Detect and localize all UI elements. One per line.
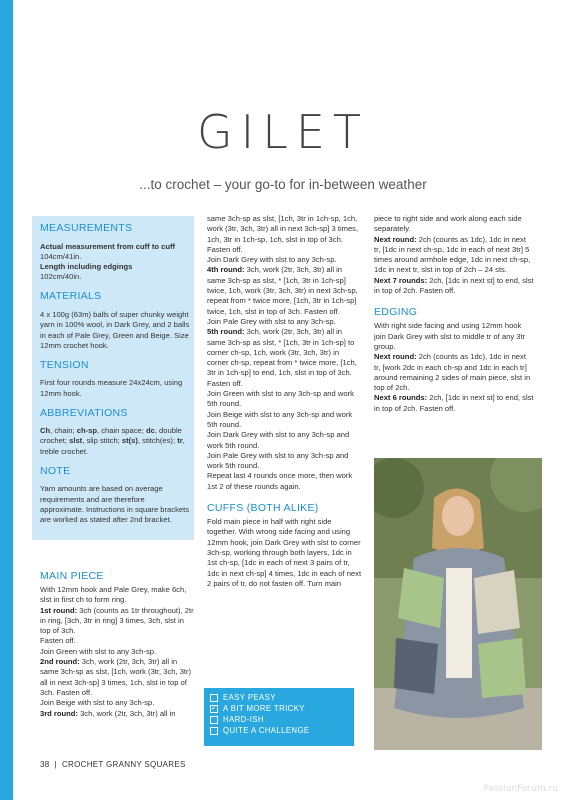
cuffs-cont: piece to right side and work along each side separately. xyxy=(374,214,522,234)
join-beige: Join Beige with slst to any 3ch-sp. xyxy=(40,698,155,708)
note-text: Yarn amounts are based on average requirements and are therefore approximate. Instructions in square brackets are worked as stated after 2nd bracket. xyxy=(40,484,189,525)
next-round: Next round: 2ch (counts as 1dc), 1dc in next tr, [1dc in next ch-sp, 1dc in each of next 3tr] 5 times around armhole edge, 1dc in next ch-sp, 1dc in next tr, slst in top of 2ch – 24 sts. xyxy=(374,234,531,275)
edging-heading: EDGING xyxy=(374,306,418,319)
page-title: GILET xyxy=(196,105,369,159)
difficulty-option-4: QUITE A CHALLENGE xyxy=(210,725,348,736)
round-4: 4th round: 3ch, work (2tr, 3ch, 3tr) all in same 3ch-sp as slst, * [1ch, 3tr in 1ch-sp] twice, 1ch, work (3tr, 3ch, 3tr) in next 3ch-sp, repeat from * twice more, [1ch, 3tr in 1ch-sp] twice, 1ch, slst in top of 3ch. Fasten off. xyxy=(207,265,358,316)
next-6-rounds: Next 6 rounds: 2ch, [1dc in next st] to end, slst in top of 2ch. Fasten off. xyxy=(374,393,534,413)
repeat-note: Repeat last 4 rounds once more, then work 1st 2 of these rounds again. xyxy=(207,471,353,491)
model-photo-illustration xyxy=(374,458,542,750)
main-piece-heading: MAIN PIECE xyxy=(40,570,104,582)
checkbox-icon xyxy=(210,716,218,724)
difficulty-option-2: ✓ A BIT MORE TRICKY xyxy=(211,704,305,713)
model-photo xyxy=(374,458,542,750)
join-green: Join Green with slst to any 3ch-sp. xyxy=(40,646,157,656)
cuffs-heading: CUFFS (BOTH ALIKE) xyxy=(207,502,319,515)
note-heading: NOTE xyxy=(40,464,71,477)
page-footer: 38 | CROCHET GRANNY SQUARES xyxy=(40,760,186,769)
green-round-5: Join Green with slst to any 3ch-sp and work 5th round. xyxy=(207,389,354,409)
cuffs-text: Fold main piece in half with right side together. With wrong side facing and using 12mm hook, join Dark Grey with slst to corner 3ch-sp, working through both layers, 1dc in 1st ch-sp, [1dc in each of next 3 pairs of tr, 1dc in next ch-sp] 4 times, 1dc in each of next 2 pairs of tr, do not fasten off. Turn main xyxy=(207,517,362,588)
edging-text: With right side facing and using 12mm hook join Dark Grey with slst to middle tr of any 3tr group. xyxy=(374,321,526,351)
difficulty-option-3: HARD-ISH xyxy=(210,714,348,725)
abbreviations-heading: ABBREVIATIONS xyxy=(40,406,128,419)
checkmark-icon: ✓ xyxy=(211,704,218,712)
main-piece-intro: With 12mm hook and Pale Grey, make 6ch, slst in first ch to form ring. xyxy=(40,585,187,605)
instructions-column-2 xyxy=(207,214,362,589)
abbreviations-text: Ch, chain; ch-sp, chain space; dc, double crochet; slst, slip stitch; st(s), stitch(es); tr, treble crochet. xyxy=(40,426,185,456)
page-subtitle: ...to crochet – your go-to for in-between weather xyxy=(139,177,427,192)
checkbox-icon xyxy=(210,727,218,735)
instructions-column-3 xyxy=(374,214,534,414)
materials-text: 4 x 100g (63m) balls of super chunky weight yarn in 100% wool, in Dark Grey, and 2 balls in each of Pale Grey, Green and Beige. Size 12mm crochet hook. xyxy=(40,309,190,350)
pale-grey-round-5: Join Pale Grey with slst to any 3ch-sp and work 5th round. xyxy=(207,450,349,471)
join-dark-grey: Join Dark Grey with slst to any 3ch-sp. xyxy=(207,255,337,265)
dark-grey-round-5: Join Dark Grey with slst to any 3ch-sp and work 5th round. xyxy=(207,430,350,450)
main-piece-column xyxy=(40,567,194,719)
tension-text: First four rounds measure 24x24cm, using 12mm hook. xyxy=(40,378,183,398)
fasten-off-1: Fasten off. xyxy=(40,636,76,646)
round-3: 3rd round: 3ch, work (2tr, 3ch, 3tr) all in xyxy=(40,708,176,718)
beige-round-5: Join Beige with slst to any 3ch-sp and work 5th round. xyxy=(207,409,353,429)
measurements-text: Actual measurement from cuff to cuff 104cm/41in. Length including edgings 102cm/40in. xyxy=(40,241,176,282)
measurements-heading: MEASUREMENTS xyxy=(40,222,133,234)
watermark: PassionForum.ru xyxy=(483,784,558,794)
checkbox-icon xyxy=(210,694,218,702)
round-5: 5th round: 3ch, work (2tr, 3ch, 3tr) all in same 3ch-sp as slst, * [1ch, 3tr in 1ch-sp] to corner ch-sp, 1ch, work (3tr, 3ch, 3tr) in corner ch-sp, repeat from * twice more, [1ch, 3tr in 1ch-sp] to end, 1ch, slst in top of 3ch. xyxy=(207,327,357,378)
difficulty-box xyxy=(204,688,354,746)
next-7-rounds: Next 7 rounds: 2ch, [1dc in next st] to end, slst in top of 2ch. Fasten off. xyxy=(374,275,534,296)
round-3-cont: same 3ch-sp as slst, [1ch, 3tr in 1ch-sp, 1ch, work (3tr, 3ch, 3tr) all in next 3ch-sp] 3 times, 1ch, 3tr in 1ch-sp, 1ch, slst in top of 3ch. Fasten off. xyxy=(207,214,359,254)
materials-heading: MATERIALS xyxy=(40,290,102,303)
tension-heading: TENSION xyxy=(40,358,89,371)
fasten-off-5: Fasten off. xyxy=(207,378,243,388)
join-pale-grey: Join Pale Grey with slst to any 3ch-sp. xyxy=(207,316,336,326)
round-2: 2nd round: 3ch, work (2tr, 3ch, 3tr) all in same 3ch-sp as slst, [1ch, work (3tr, 3ch, 3tr) all in next 3ch-sp] 3 times, 1ch, slst in top of 3ch. Fasten off. xyxy=(40,657,192,697)
round-1: 1st round: 3ch (counts as 1tr throughout), 2tr in ring, [3ch, 3tr in ring] 3 times, 3ch, slst in top of 3ch. xyxy=(40,605,194,636)
difficulty-option-1: EASY PEASY xyxy=(210,692,348,703)
info-box-content xyxy=(40,222,190,533)
edging-next-round: Next round: 2ch (counts as 1dc), 1dc in next tr, [work 2dc in each ch-sp and 1dc in each tr] around remaining 2 sides of main piece, slst in top of 2ch. xyxy=(374,352,531,393)
